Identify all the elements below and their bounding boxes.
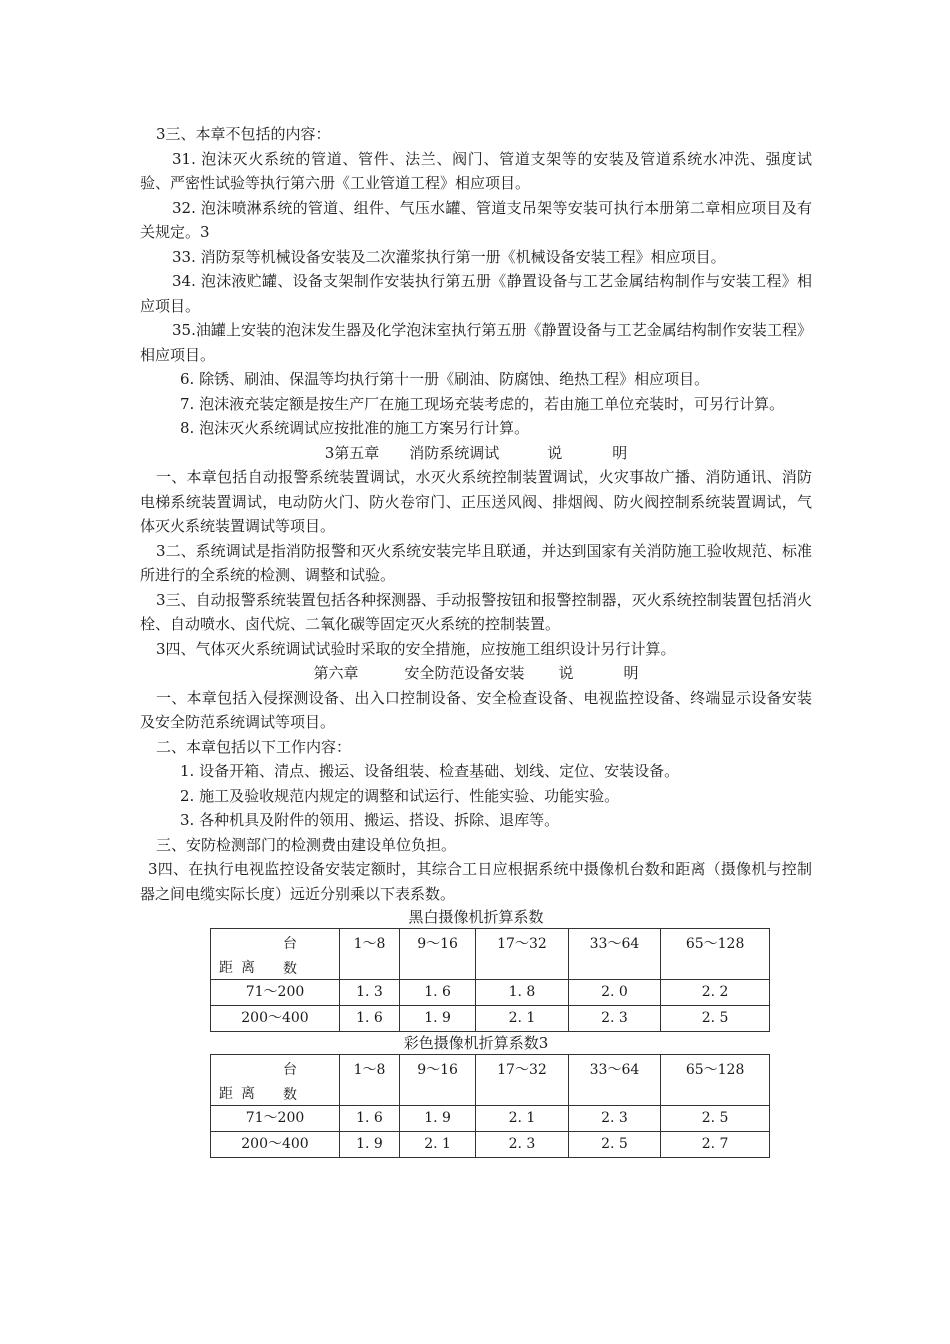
table-cell: 2. 1 — [476, 1006, 569, 1032]
table-cell: 2. 0 — [568, 980, 661, 1006]
bw-table-title: 黑白摄像机折算系数 — [408, 908, 544, 926]
header-count: 台数 — [283, 936, 319, 977]
row-label: 200～400 — [211, 1006, 340, 1032]
table-cell: 2. 5 — [661, 1106, 770, 1132]
table-cell: 1. 9 — [340, 1132, 400, 1158]
column-header: 1～8 — [340, 1055, 400, 1106]
column-header: 9～16 — [399, 929, 475, 980]
exclusion-item: 33. 消防泵等机械设备安装及二次灌浆执行第一册《机械设备安装工程》相应项目。 — [172, 247, 726, 266]
bw-coefficient-table — [210, 928, 770, 1032]
chapter5-title: 消防系统调试 — [409, 443, 500, 462]
chapter5-paragraph: 3二、系统调试是指消防报警和灭火系统安装完毕且联通，并达到国家有关消防施工验收规范、标准所进行的全系统的检测、调整和试验。 — [140, 541, 812, 584]
table-cell: 2. 3 — [568, 1106, 661, 1132]
table-cell: 2. 5 — [661, 1006, 770, 1032]
table-corner-header — [211, 1055, 340, 1106]
column-header: 33～64 — [568, 1055, 661, 1106]
table-cell: 2. 2 — [661, 980, 770, 1006]
row-label: 200～400 — [211, 1132, 340, 1158]
table-cell: 1. 9 — [399, 1006, 475, 1032]
work-item: 3. 各种机具及附件的领用、搬运、搭设、拆除、退库等。 — [180, 811, 560, 829]
exclusion-item: 32. 泡沫喷淋系统的管道、组件、气压水罐、管道支吊架等安装可执行本册第二章相应项目及有关规定。3 — [140, 198, 812, 241]
header-distance: 距离 — [219, 960, 263, 976]
chapter5-paragraph: 一、本章包括自动报警系统装置调试，水灭火系统控制装置调试，火灾事故广播、消防通讯、消防电梯系统装置调试，电动防火门、防火卷帘门、正压送风阀、排烟阀、防火阀控制系统装置调试，气体灭火系统装置调试等项目。 — [140, 468, 812, 535]
table-cell: 1. 3 — [340, 980, 400, 1006]
chapter6-label-a: 说 — [558, 664, 574, 682]
table-cell: 1. 6 — [399, 980, 475, 1006]
exclusions-intro: 3三、本章不包括的内容： — [156, 125, 331, 143]
exclusion-item: 6. 除锈、刷油、保温等均执行第十一册《刷油、防腐蚀、绝热工程》相应项目。 — [180, 370, 710, 388]
chapter6-paragraph: 一、本章包括入侵探测设备、出入口控制设备、安全检查设备、电视监控设备、终端显示设备安装及安全防范系统调试等项目。 — [140, 688, 812, 731]
document-page — [140, 122, 812, 1158]
table-cell: 2. 1 — [476, 1106, 569, 1132]
chapter5-paragraph: 3三、自动报警系统装置包括各种探测器、手动报警按钮和报警控制器，灭火系统控制装置包括消火栓、自动喷水、卤代烷、二氧化碳等固定灭火系统的控制装置。 — [140, 590, 812, 633]
color-coefficient-table — [210, 1054, 770, 1158]
column-header: 65～128 — [661, 929, 770, 980]
table-row — [211, 1006, 770, 1032]
table-row — [211, 980, 770, 1006]
table-row — [211, 1106, 770, 1132]
column-header: 33～64 — [568, 929, 661, 980]
chapter5-label-a: 说 — [547, 443, 563, 462]
work-item: 2. 施工及验收规范内规定的调整和试运行、性能实验、功能实验。 — [180, 786, 620, 805]
table-cell: 1. 6 — [340, 1006, 400, 1032]
column-header: 9～16 — [399, 1055, 475, 1106]
exclusion-item: 8. 泡沫灭火系统调试应按批准的施工方案另行计算。 — [180, 419, 530, 437]
table-cell: 2. 3 — [568, 1006, 661, 1032]
table-cell: 2. 1 — [399, 1132, 475, 1158]
chapter6-heading — [140, 661, 812, 686]
table-corner-header — [211, 929, 340, 980]
exclusion-item: 7. 泡沫液充装定额是按生产厂在施工现场充装考虑的，若由施工单位充装时，可另行计算。 — [180, 394, 785, 413]
table-row — [211, 1132, 770, 1158]
column-header: 17～32 — [476, 929, 569, 980]
chapter5-heading — [140, 441, 812, 466]
column-header: 65～128 — [661, 1055, 770, 1106]
exclusion-item: 31. 泡沫灭火系统的管道、管件、法兰、阀门、管道支架等的安装及管道系统水冲洗、强度试验、严密性试验等执行第六册《工业管道工程》相应项目。 — [140, 149, 812, 192]
table-cell: 2. 5 — [568, 1132, 661, 1158]
row-label: 71～200 — [211, 980, 340, 1006]
chapter5-paragraph: 3四、气体灭火系统调试试验时采取的安全措施，应按施工组织设计另行计算。 — [156, 639, 676, 658]
chapter5-number: 3第五章 — [324, 443, 380, 462]
chapter6-title: 安全防范设备安装 — [404, 664, 525, 682]
chapter6-paragraph: 二、本章包括以下工作内容： — [156, 737, 352, 756]
column-header: 17～32 — [476, 1055, 569, 1106]
row-label: 71～200 — [211, 1106, 340, 1132]
chapter6-number: 第六章 — [313, 664, 359, 682]
table-cell: 2. 7 — [661, 1132, 770, 1158]
header-distance: 距离 — [219, 1086, 263, 1102]
color-table-title: 彩色摄像机折算系数3 — [403, 1034, 549, 1052]
work-item: 1. 设备开箱、清点、搬运、设备组装、检查基础、划线、定位、安装设备。 — [180, 762, 680, 780]
table-cell: 1. 6 — [340, 1106, 400, 1132]
exclusion-item: 34. 泡沫液贮罐、设备支架制作安装执行第五册《静置设备与工艺金属结构制作与安装工程》相应项目。 — [140, 272, 812, 315]
chapter5-label-b: 明 — [612, 443, 628, 462]
exclusion-item: 35.油罐上安装的泡沫发生器及化学泡沫室执行第五册《静置设备与工艺金属结构制作安装工程》相应项目。 — [140, 321, 812, 364]
table-cell: 1. 8 — [476, 980, 569, 1006]
table-cell: 1. 9 — [399, 1106, 475, 1132]
chapter6-label-b: 明 — [623, 664, 639, 682]
chapter6-paragraph: 三、安防检测部门的检测费由建设单位负担。 — [156, 835, 457, 854]
column-header: 1～8 — [340, 929, 400, 980]
table-cell: 2. 3 — [476, 1132, 569, 1158]
header-count: 台数 — [283, 1062, 319, 1103]
chapter6-paragraph: 3四、在执行电视监控设备安装定额时，其综合工日应根据系统中摄像机台数和距离（摄像机与控制器之间电缆实际长度）远近分别乘以下表系数。 — [140, 860, 812, 903]
